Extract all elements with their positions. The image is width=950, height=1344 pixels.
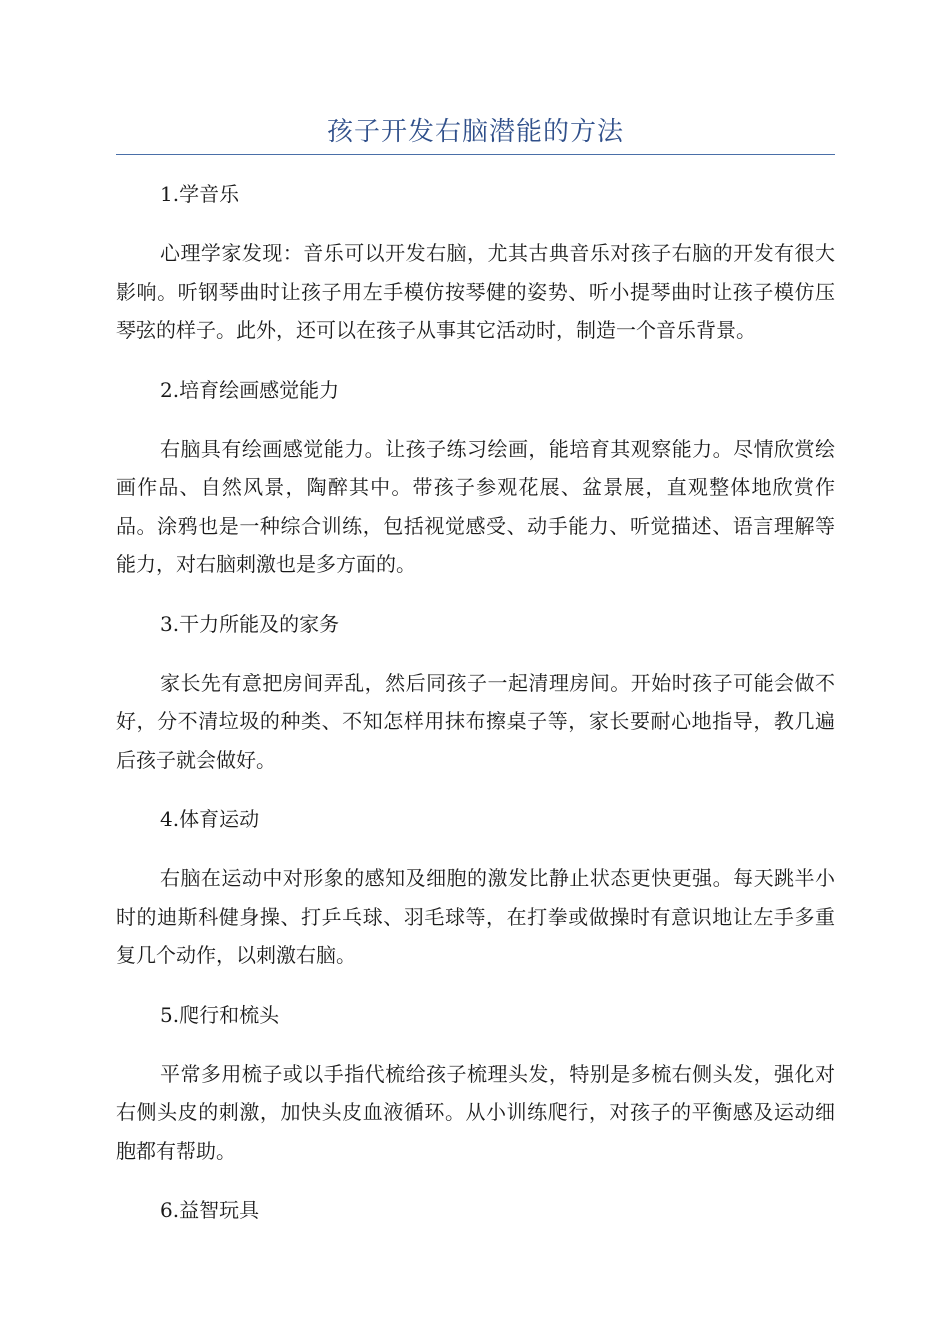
section-body-housework: 家长先有意把房间弄乱，然后同孩子一起清理房间。开始时孩子可能会做不好，分不清垃圾的种类、不知怎样用抹布擦桌子等，家长要耐心地指导，教几遍后孩子就会做好。 [116, 670, 835, 772]
section-heading-crawling-combing: 5.爬行和梳头 [160, 1002, 280, 1027]
section-body-drawing: 右脑具有绘画感觉能力。让孩子练习绘画，能培育其观察能力。尽情欣赏绘画作品、自然风景，陶醉其中。带孩子参观花展、盆景展，直观整体地欣赏作品。涂鸦也是一种综合训练，包括视觉感受、动手能力、听觉描述、语言理解等能力，对右脑刺激也是多方面的。 [116, 436, 835, 576]
section-body-sports: 右脑在运动中对形象的感知及细胞的激发比静止状态更快更强。每天跳半小时的迪斯科健身操、打乒乓球、羽毛球等，在打拳或做操时有意识地让左手多重复几个动作，以刺激右脑。 [116, 866, 835, 967]
title-underline [116, 154, 835, 155]
section-heading-toys: 6.益智玩具 [160, 1198, 260, 1222]
section-heading-housework: 3.干力所能及的家务 [160, 611, 340, 636]
section-heading-sports: 4.体育运动 [160, 807, 260, 831]
section-heading-music: 1.学音乐 [160, 182, 240, 206]
section-heading-drawing: 2.培育绘画感觉能力 [160, 377, 340, 402]
document-body [116, 175, 835, 1250]
document-title: 孩子开发右脑潜能的方法 [326, 117, 624, 147]
section-body-music: 心理学家发现：音乐可以开发右脑，尤其古典音乐对孩子右脑的开发有很大影响。听钢琴曲时让孩子用左手模仿按琴健的姿势、听小提琴曲时让孩子模仿压琴弦的样子。此外，还可以在孩子从事其它活动时，制造一个音乐背景。 [116, 241, 835, 342]
section-body-crawling-combing: 平常多用梳子或以手指代梳给孩子梳理头发，特别是多梳右侧头发，强化对右侧头皮的刺激，加快头皮血液循环。从小训练爬行，对孩子的平衡感及运动细胞都有帮助。 [116, 1061, 835, 1163]
